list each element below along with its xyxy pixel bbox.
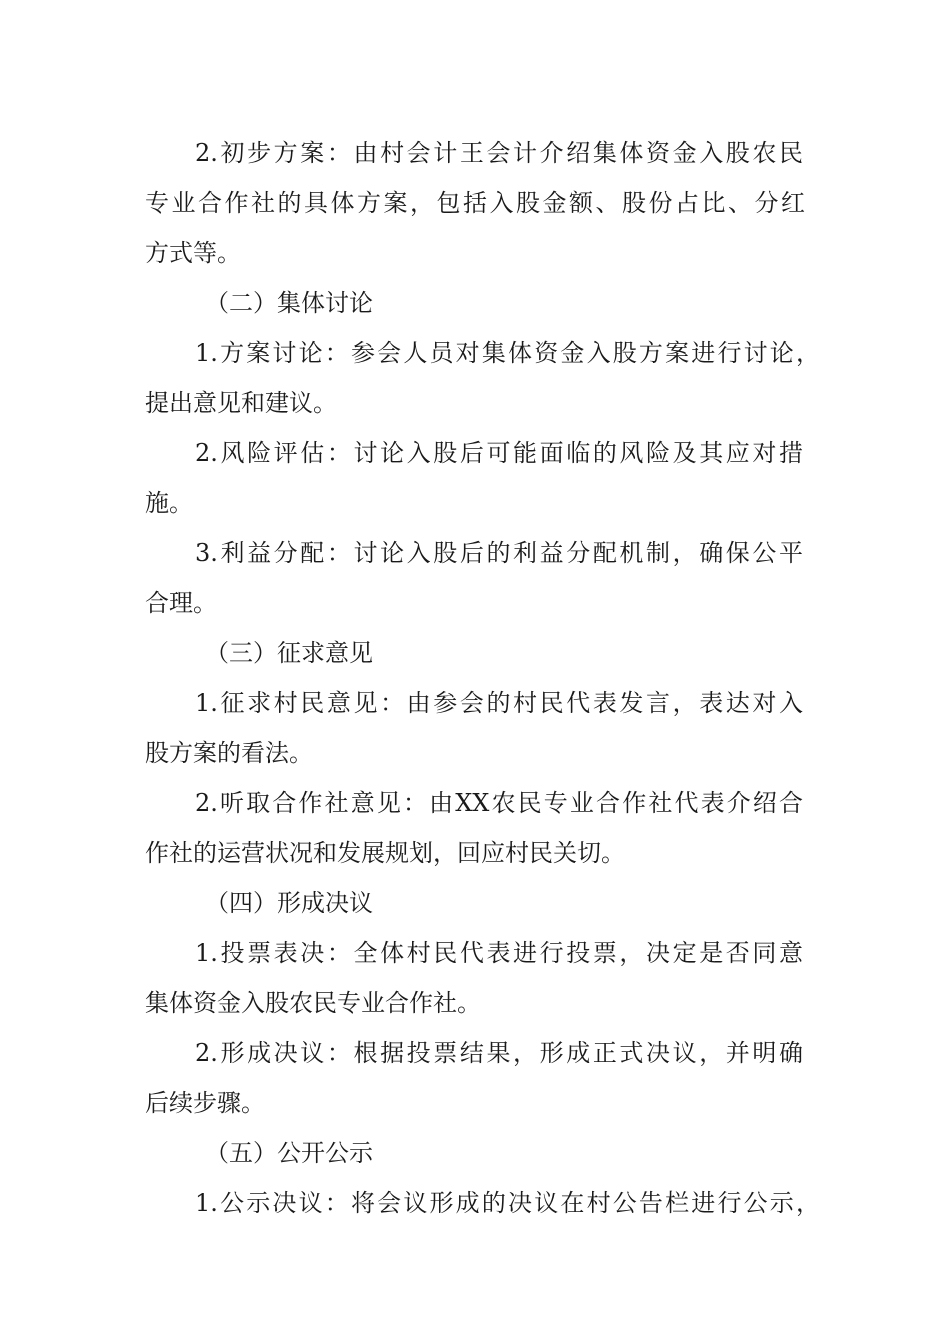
section-heading — [0, 278, 950, 328]
line-text: 1.公示决议：将会议形成的决议在村公告栏进行公示， — [195, 1189, 820, 1217]
paragraph-line — [0, 428, 950, 478]
paragraph-line — [0, 778, 950, 828]
line-text: 2.形成决议：根据投票结果，形成正式决议，并明确 — [195, 1039, 803, 1067]
line-text: 2.风险评估：讨论入股后可能面临的风险及其应对措 — [195, 439, 803, 467]
paragraph-line — [0, 328, 950, 378]
line-text: 方式等。 — [145, 239, 241, 267]
line-text: 专业合作社的具体方案，包括入股金额、股份占比、分红 — [145, 189, 805, 217]
paragraph-line — [0, 128, 950, 178]
line-text: 2.听取合作社意见：由XX农民专业合作社代表介绍合 — [195, 789, 803, 817]
line-text: 1.投票表决：全体村民代表进行投票，决定是否同意 — [195, 939, 803, 967]
line-text: 提出意见和建议。 — [145, 389, 337, 417]
paragraph-line — [0, 1078, 950, 1128]
paragraph-line — [0, 728, 950, 778]
line-text: 1.征求村民意见：由参会的村民代表发言，表达对入 — [195, 689, 803, 717]
line-text: 合理。 — [145, 589, 217, 617]
line-text: 股方案的看法。 — [145, 739, 313, 767]
paragraph-line — [0, 228, 950, 278]
paragraph-line — [0, 678, 950, 728]
paragraph-line — [0, 478, 950, 528]
section-heading — [0, 628, 950, 678]
section-heading — [0, 878, 950, 928]
line-text: 作社的运营状况和发展规划，回应村民关切。 — [145, 839, 625, 867]
heading-text: （三）征求意见 — [205, 639, 373, 667]
paragraph-line — [0, 828, 950, 878]
line-text: 2.初步方案：由村会计王会计介绍集体资金入股农民 — [195, 139, 803, 167]
paragraph-line — [0, 178, 950, 228]
heading-text: （四）形成决议 — [205, 889, 373, 917]
line-text: 后续步骤。 — [145, 1089, 265, 1117]
line-text: 集体资金入股农民专业合作社。 — [145, 989, 481, 1017]
section-heading — [0, 1128, 950, 1178]
paragraph-line — [0, 578, 950, 628]
paragraph-line — [0, 1028, 950, 1078]
line-text: 3.利益分配：讨论入股后的利益分配机制，确保公平 — [195, 539, 803, 567]
paragraph-line — [0, 528, 950, 578]
paragraph-line — [0, 928, 950, 978]
line-text: 施。 — [145, 489, 193, 517]
heading-text: （二）集体讨论 — [205, 289, 373, 317]
line-text: 1.方案讨论：参会人员对集体资金入股方案进行讨论， — [195, 339, 820, 367]
paragraph-line — [0, 978, 950, 1028]
paragraph-line — [0, 1178, 950, 1228]
heading-text: （五）公开公示 — [205, 1139, 373, 1167]
paragraph-line — [0, 378, 950, 428]
